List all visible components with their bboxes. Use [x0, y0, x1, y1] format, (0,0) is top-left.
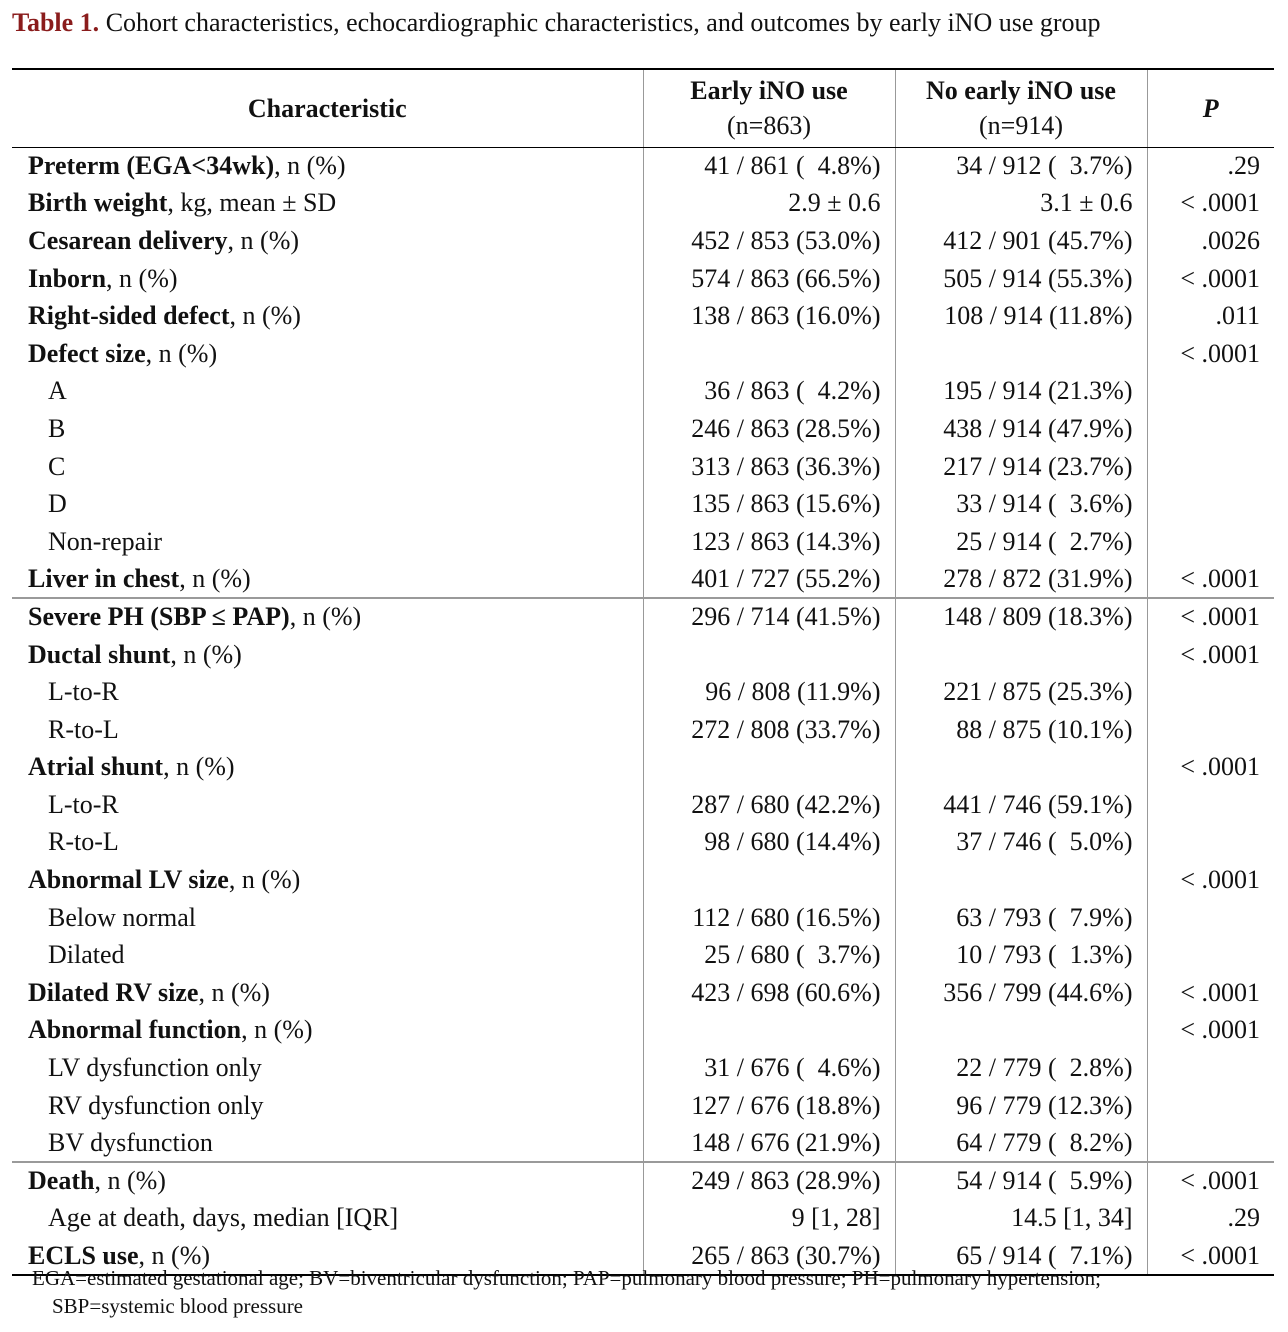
row-characteristic-text: C: [48, 451, 66, 481]
table-row: [12, 936, 1274, 974]
row-p-value: [1147, 448, 1274, 486]
row-p-value: < .0001: [1147, 974, 1274, 1012]
header-noearly-n: (n=914): [979, 111, 1063, 141]
row-characteristic-bold: Ductal shunt: [28, 639, 171, 669]
row-noearly-value: 63 / 793 ( 7.9%): [895, 899, 1147, 937]
row-characteristic-text: Dilated: [48, 940, 125, 970]
row-noearly-value: [895, 636, 1147, 674]
header-p: P: [1147, 69, 1274, 147]
row-early-value: 127 / 676 (18.8%): [643, 1087, 895, 1125]
row-characteristic: [12, 410, 643, 448]
row-p-value: [1147, 936, 1274, 974]
row-noearly-value: 25 / 914 ( 2.7%): [895, 523, 1147, 561]
row-characteristic: [12, 1012, 643, 1050]
row-noearly-value: 505 / 914 (55.3%): [895, 260, 1147, 298]
row-characteristic: [12, 185, 643, 223]
row-noearly-value: 54 / 914 ( 5.9%): [895, 1162, 1147, 1200]
row-p-value: < .0001: [1147, 861, 1274, 899]
header-early-label: Early iNO use: [690, 76, 848, 106]
table-caption: [12, 8, 1101, 38]
row-characteristic: [12, 786, 643, 824]
row-characteristic-text: RV dysfunction only: [48, 1090, 264, 1120]
row-p-value: [1147, 373, 1274, 411]
row-characteristic-text: BV dysfunction: [48, 1127, 213, 1157]
row-early-value: 9 [1, 28]: [643, 1200, 895, 1238]
table-row: [12, 899, 1274, 937]
row-characteristic: [12, 1124, 643, 1162]
table-row: [12, 335, 1274, 373]
row-noearly-value: 3.1 ± 0.6: [895, 185, 1147, 223]
row-p-value: [1147, 1087, 1274, 1125]
row-characteristic: [12, 636, 643, 674]
table-row: [12, 561, 1274, 599]
row-characteristic-text: , n (%): [138, 1240, 211, 1270]
table-row: [12, 1200, 1274, 1238]
row-characteristic: [12, 861, 643, 899]
row-characteristic-text: , n (%): [228, 865, 301, 895]
row-noearly-value: 34 / 912 ( 3.7%): [895, 147, 1147, 185]
row-p-value: [1147, 410, 1274, 448]
row-early-value: [643, 1012, 895, 1050]
row-p-value: < .0001: [1147, 636, 1274, 674]
row-noearly-value: [895, 1012, 1147, 1050]
row-characteristic-bold: Atrial shunt: [28, 752, 164, 782]
row-characteristic-text: , n (%): [229, 301, 301, 331]
row-p-value: [1147, 485, 1274, 523]
row-characteristic-text: L-to-R: [48, 677, 119, 707]
row-p-value: < .0001: [1147, 335, 1274, 373]
row-noearly-value: 64 / 779 ( 8.2%): [895, 1124, 1147, 1162]
row-early-value: 272 / 808 (33.7%): [643, 711, 895, 749]
row-characteristic: [12, 749, 643, 787]
row-early-value: 96 / 808 (11.9%): [643, 673, 895, 711]
row-noearly-value: 88 / 875 (10.1%): [895, 711, 1147, 749]
table-row: [12, 1087, 1274, 1125]
row-characteristic-bold: Liver in chest: [28, 563, 180, 593]
header-noearly-label: No early iNO use: [926, 76, 1116, 106]
row-noearly-value: 356 / 799 (44.6%): [895, 974, 1147, 1012]
row-p-value: [1147, 899, 1274, 937]
row-characteristic-bold: Death: [28, 1166, 95, 1196]
row-characteristic: [12, 448, 643, 486]
table-row: [12, 786, 1274, 824]
row-noearly-value: 148 / 809 (18.3%): [895, 598, 1147, 636]
row-characteristic: [12, 1162, 643, 1200]
row-noearly-value: 412 / 901 (45.7%): [895, 222, 1147, 260]
row-characteristic-text: LV dysfunction only: [48, 1053, 262, 1083]
table-row: [12, 373, 1274, 411]
row-characteristic-text: , n (%): [241, 1015, 313, 1045]
row-p-value: < .0001: [1147, 1162, 1274, 1200]
row-characteristic: [12, 485, 643, 523]
row-early-value: [643, 749, 895, 787]
row-early-value: 25 / 680 ( 3.7%): [643, 936, 895, 974]
row-noearly-value: 278 / 872 (31.9%): [895, 561, 1147, 599]
row-p-value: < .0001: [1147, 598, 1274, 636]
row-early-value: 452 / 853 (53.0%): [643, 222, 895, 260]
row-characteristic-text: , kg, mean ± SD: [167, 188, 337, 218]
row-characteristic-text: L-to-R: [48, 789, 119, 819]
row-p-value: .29: [1147, 147, 1274, 185]
table-row: [12, 974, 1274, 1012]
row-characteristic-text: , n (%): [274, 151, 346, 181]
row-noearly-value: 33 / 914 ( 3.6%): [895, 485, 1147, 523]
row-characteristic: [12, 1049, 643, 1087]
row-characteristic-text: B: [48, 413, 66, 443]
row-early-value: 401 / 727 (55.2%): [643, 561, 895, 599]
row-p-value: [1147, 824, 1274, 862]
row-characteristic-bold: Severe PH (SBP ≤ PAP): [28, 602, 290, 632]
row-noearly-value: 14.5 [1, 34]: [895, 1200, 1147, 1238]
header-early: [643, 69, 895, 147]
table-row: [12, 1049, 1274, 1087]
table-body: [12, 147, 1274, 1275]
row-characteristic-text: R-to-L: [48, 714, 119, 744]
row-p-value: < .0001: [1147, 185, 1274, 223]
row-early-value: 265 / 863 (30.7%): [643, 1237, 895, 1275]
row-characteristic-text: , n (%): [227, 225, 300, 255]
row-characteristic-text: , n (%): [170, 639, 242, 669]
row-characteristic-bold: Preterm (EGA<34wk): [28, 151, 275, 181]
row-p-value: [1147, 1124, 1274, 1162]
row-early-value: 249 / 863 (28.9%): [643, 1162, 895, 1200]
row-early-value: 574 / 863 (66.5%): [643, 260, 895, 298]
row-p-value: [1147, 523, 1274, 561]
row-early-value: 296 / 714 (41.5%): [643, 598, 895, 636]
row-characteristic-bold: Abnormal LV size: [28, 865, 229, 895]
row-characteristic: [12, 673, 643, 711]
table-row: [12, 711, 1274, 749]
row-early-value: 287 / 680 (42.2%): [643, 786, 895, 824]
row-characteristic: [12, 561, 643, 599]
header-characteristic: Characteristic: [12, 69, 643, 147]
row-early-value: 135 / 863 (15.6%): [643, 485, 895, 523]
row-characteristic: [12, 936, 643, 974]
table-row: [12, 636, 1274, 674]
row-noearly-value: 37 / 746 ( 5.0%): [895, 824, 1147, 862]
footnote: [32, 1264, 1272, 1320]
table-row: [12, 410, 1274, 448]
row-noearly-value: [895, 335, 1147, 373]
row-characteristic-text: , n (%): [94, 1166, 166, 1196]
row-noearly-value: 10 / 793 ( 1.3%): [895, 936, 1147, 974]
cohort-table: [12, 68, 1274, 1276]
row-noearly-value: [895, 749, 1147, 787]
row-p-value: [1147, 786, 1274, 824]
row-early-value: 138 / 863 (16.0%): [643, 297, 895, 335]
row-characteristic-bold: ECLS use: [28, 1240, 139, 1270]
table-row: [12, 673, 1274, 711]
table-row: [12, 523, 1274, 561]
row-characteristic: [12, 974, 643, 1012]
row-characteristic: [12, 373, 643, 411]
row-characteristic-text: , n (%): [289, 602, 362, 632]
row-characteristic: [12, 899, 643, 937]
row-characteristic: [12, 222, 643, 260]
row-early-value: 313 / 863 (36.3%): [643, 448, 895, 486]
row-characteristic: [12, 260, 643, 298]
row-early-value: 112 / 680 (16.5%): [643, 899, 895, 937]
row-noearly-value: 221 / 875 (25.3%): [895, 673, 1147, 711]
row-characteristic-bold: Abnormal function: [28, 1015, 242, 1045]
table-row: [12, 861, 1274, 899]
row-characteristic-bold: Cesarean delivery: [28, 225, 228, 255]
row-early-value: 36 / 863 ( 4.2%): [643, 373, 895, 411]
row-p-value: [1147, 711, 1274, 749]
row-characteristic: [12, 335, 643, 373]
row-noearly-value: 438 / 914 (47.9%): [895, 410, 1147, 448]
table-row: [12, 1162, 1274, 1200]
row-characteristic: [12, 1087, 643, 1125]
row-noearly-value: 217 / 914 (23.7%): [895, 448, 1147, 486]
row-characteristic: [12, 297, 643, 335]
table-row: [12, 185, 1274, 223]
row-characteristic: [12, 711, 643, 749]
row-noearly-value: 195 / 914 (21.3%): [895, 373, 1147, 411]
row-early-value: [643, 861, 895, 899]
table-row: [12, 485, 1274, 523]
row-early-value: 98 / 680 (14.4%): [643, 824, 895, 862]
table-row: [12, 1012, 1274, 1050]
row-characteristic-bold: Defect size: [28, 338, 146, 368]
header-early-n: (n=863): [727, 111, 811, 141]
row-noearly-value: 96 / 779 (12.3%): [895, 1087, 1147, 1125]
row-early-value: 148 / 676 (21.9%): [643, 1124, 895, 1162]
row-characteristic-bold: Dilated RV size: [28, 977, 199, 1007]
row-characteristic-text: , n (%): [179, 563, 251, 593]
row-noearly-value: 65 / 914 ( 7.1%): [895, 1237, 1147, 1275]
header-row: [12, 69, 1274, 147]
row-early-value: 2.9 ± 0.6: [643, 185, 895, 223]
table-row: [12, 448, 1274, 486]
table-row: [12, 222, 1274, 260]
row-p-value: < .0001: [1147, 260, 1274, 298]
row-early-value: 31 / 676 ( 4.6%): [643, 1049, 895, 1087]
row-characteristic: [12, 147, 643, 185]
row-characteristic-bold: Inborn: [28, 263, 107, 293]
row-characteristic-text: A: [48, 376, 67, 406]
table-row: [12, 824, 1274, 862]
row-characteristic: [12, 523, 643, 561]
row-p-value: < .0001: [1147, 1237, 1274, 1275]
row-characteristic-text: Non-repair: [48, 526, 163, 556]
row-early-value: 123 / 863 (14.3%): [643, 523, 895, 561]
row-characteristic-bold: Birth weight: [28, 188, 168, 218]
footnote-line-2: SBP=systemic blood pressure: [52, 1294, 304, 1318]
row-noearly-value: 441 / 746 (59.1%): [895, 786, 1147, 824]
row-characteristic-text: D: [48, 489, 67, 519]
row-characteristic-text: , n (%): [163, 752, 235, 782]
row-characteristic-text: , n (%): [145, 338, 218, 368]
row-characteristic-text: , n (%): [198, 977, 270, 1007]
row-noearly-value: 108 / 914 (11.8%): [895, 297, 1147, 335]
row-p-value: < .0001: [1147, 749, 1274, 787]
row-early-value: 41 / 861 ( 4.8%): [643, 147, 895, 185]
row-early-value: [643, 335, 895, 373]
row-noearly-value: [895, 861, 1147, 899]
row-characteristic-text: Below normal: [48, 902, 197, 932]
row-p-value: .011: [1147, 297, 1274, 335]
table-row: [12, 260, 1274, 298]
table-row: [12, 297, 1274, 335]
row-p-value: < .0001: [1147, 1012, 1274, 1050]
row-characteristic-text: R-to-L: [48, 827, 119, 857]
footnote-line-1: EGA=estimated gestational age; BV=biventricular dysfunction; PAP=pulmonary blood pressure; PH=pulmonary hypertension;: [32, 1266, 1102, 1290]
row-early-value: 246 / 863 (28.5%): [643, 410, 895, 448]
table-row: [12, 749, 1274, 787]
row-characteristic-bold: Right-sided defect: [28, 301, 230, 331]
header-noearly: [895, 69, 1147, 147]
row-p-value: .29: [1147, 1200, 1274, 1238]
row-characteristic-text: Age at death, days, median [IQR]: [48, 1203, 399, 1233]
row-characteristic: [12, 824, 643, 862]
row-p-value: [1147, 673, 1274, 711]
row-p-value: .0026: [1147, 222, 1274, 260]
row-characteristic-text: , n (%): [106, 263, 178, 293]
row-p-value: [1147, 1049, 1274, 1087]
row-characteristic: [12, 598, 643, 636]
table-row: [12, 147, 1274, 185]
caption-label: Table 1.: [12, 8, 100, 37]
table-row: [12, 598, 1274, 636]
row-characteristic: [12, 1200, 643, 1238]
row-early-value: [643, 636, 895, 674]
row-p-value: < .0001: [1147, 561, 1274, 599]
caption-text: Cohort characteristics, echocardiographic characteristics, and outcomes by early iNO use group: [105, 8, 1101, 37]
row-noearly-value: 22 / 779 ( 2.8%): [895, 1049, 1147, 1087]
table-row: [12, 1124, 1274, 1162]
row-early-value: 423 / 698 (60.6%): [643, 974, 895, 1012]
